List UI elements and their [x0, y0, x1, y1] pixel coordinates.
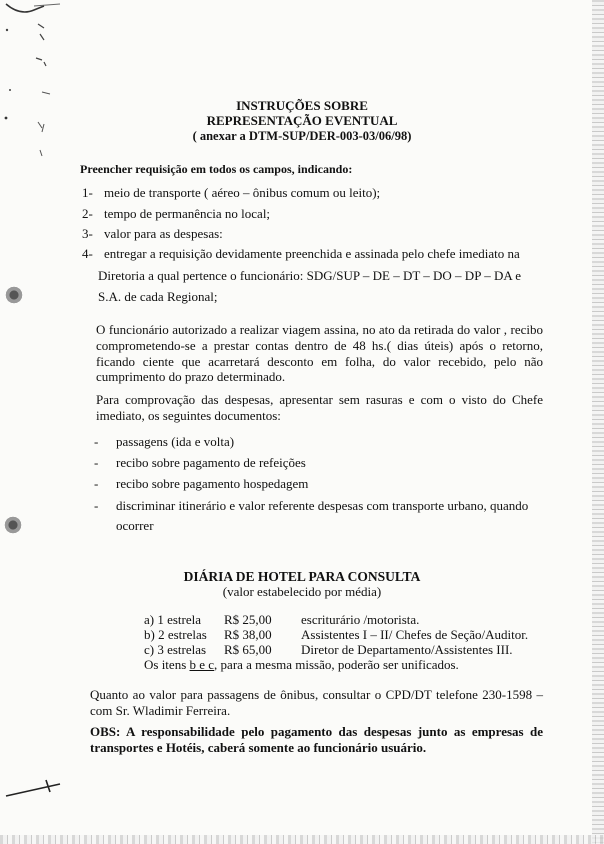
hotel-row-role: Assistentes I – II/ Chefes de Seção/Auditor.: [301, 627, 529, 642]
hotel-note-post: , para a mesma missão, poderão ser unificados.: [214, 657, 459, 672]
dash-item-4: - discriminar itinerário e valor referente despesas com transporte urbano, quando: [94, 498, 529, 513]
list-number: 3-: [82, 226, 93, 241]
dash-item-4-cont: ocorrer: [116, 518, 154, 533]
hotel-subtitle: (valor estabelecido por média): [222, 584, 382, 599]
paragraph-proof: Para comprovação das despesas, apresentar sem rasuras e com o visto do Chefe imediato, os seguintes documentos:: [96, 392, 543, 423]
title-line-1: INSTRUÇÕES SOBRE: [236, 98, 368, 113]
punch-hole-bottom: [3, 514, 23, 536]
list-number: 4-: [82, 246, 93, 261]
list-item-1: [82, 185, 380, 201]
hotel-row-item: a) 1 estrela: [144, 612, 202, 627]
scan-stroke-mark: [0, 770, 80, 810]
list-item-2: [82, 206, 270, 222]
dash-item-text: passagens (ida e volta): [116, 434, 235, 449]
intro-line: Preencher requisição em todos os campos, indicando:: [80, 162, 353, 176]
hotel-row-role: escriturário /motorista.: [301, 612, 420, 627]
paragraph-obs: OBS: A responsabilidade pelo pagamento das despesas junto as empresas de transportes e Hotéis, caberá somente ao funcionário usuário.: [90, 724, 543, 755]
dash-item-3: - recibo sobre pagamento hospedagem: [94, 476, 309, 491]
punch-hole-top: [4, 284, 24, 306]
title-line-3: ( anexar a DTM-SUP/DER-003-03/06/98): [192, 129, 412, 143]
scan-edge-bottom: [0, 835, 604, 844]
paragraph-authorization: O funcionário autorizado a realizar viagem assina, no ato da retirada do valor , recibo comprometendo-se a prestar contas dentro de 48 hs.( dias úteis) após o retorno, ficando ciente que acarretará desconto em folha, do valor recebido, pelo não cumprimento do prazo determinado.: [96, 322, 543, 385]
list-text: tempo de permanência no local;: [104, 206, 271, 221]
dash-item-1: - passagens (ida e volta): [94, 434, 235, 449]
hotel-row-value: R$ 65,00: [224, 642, 272, 657]
list-text: meio de transporte ( aéreo – ônibus comum ou leito);: [104, 185, 381, 200]
hotel-row-b: [144, 627, 528, 643]
dash-item-text: discriminar itinerário e valor referente despesas com transporte urbano, quando: [116, 498, 529, 513]
list-item-4-cont-2: S.A. de cada Regional;: [98, 289, 218, 304]
hotel-row-item: b) 2 estrelas: [144, 627, 207, 642]
hotel-row-c: [144, 642, 513, 658]
hotel-row-role: Diretor de Departamento/Assistentes III.: [301, 642, 513, 657]
list-number: 1-: [82, 185, 93, 200]
list-item-4-cont-1: Diretoria a qual pertence o funcionário: SDG/SUP – DE – DT – DO – DP – DA e: [98, 268, 522, 283]
list-text: entregar a requisição devidamente preenchida e assinada pelo chefe imediato na: [104, 246, 520, 261]
hotel-note-pre: Os itens: [144, 657, 190, 672]
hotel-row-value: R$ 25,00: [224, 612, 272, 627]
hotel-row-value: R$ 38,00: [224, 627, 272, 642]
paragraph-bus: Quanto ao valor para passagens de ônibus, consultar o CPD/DT telefone 230-1598 – com Sr. Wladimir Ferreira.: [90, 687, 543, 718]
list-item-3: [82, 226, 223, 242]
hotel-note-underlined: b e c: [189, 657, 215, 672]
list-text: valor para as despesas:: [104, 226, 223, 241]
list-item-4: [82, 246, 520, 262]
dash-item-text: recibo sobre pagamento de refeições: [116, 455, 306, 470]
hotel-note: [144, 657, 459, 673]
dash-item-text: recibo sobre pagamento hospedagem: [116, 476, 309, 491]
dash-item-2: - recibo sobre pagamento de refeições: [94, 455, 306, 470]
hotel-row-item: c) 3 estrelas: [144, 642, 207, 657]
hotel-title: DIÁRIA DE HOTEL PARA CONSULTA: [183, 569, 421, 584]
list-number: 2-: [82, 206, 93, 221]
title-line-2: REPRESENTAÇÃO EVENTUAL: [206, 113, 398, 128]
hotel-row-a: [144, 612, 419, 628]
